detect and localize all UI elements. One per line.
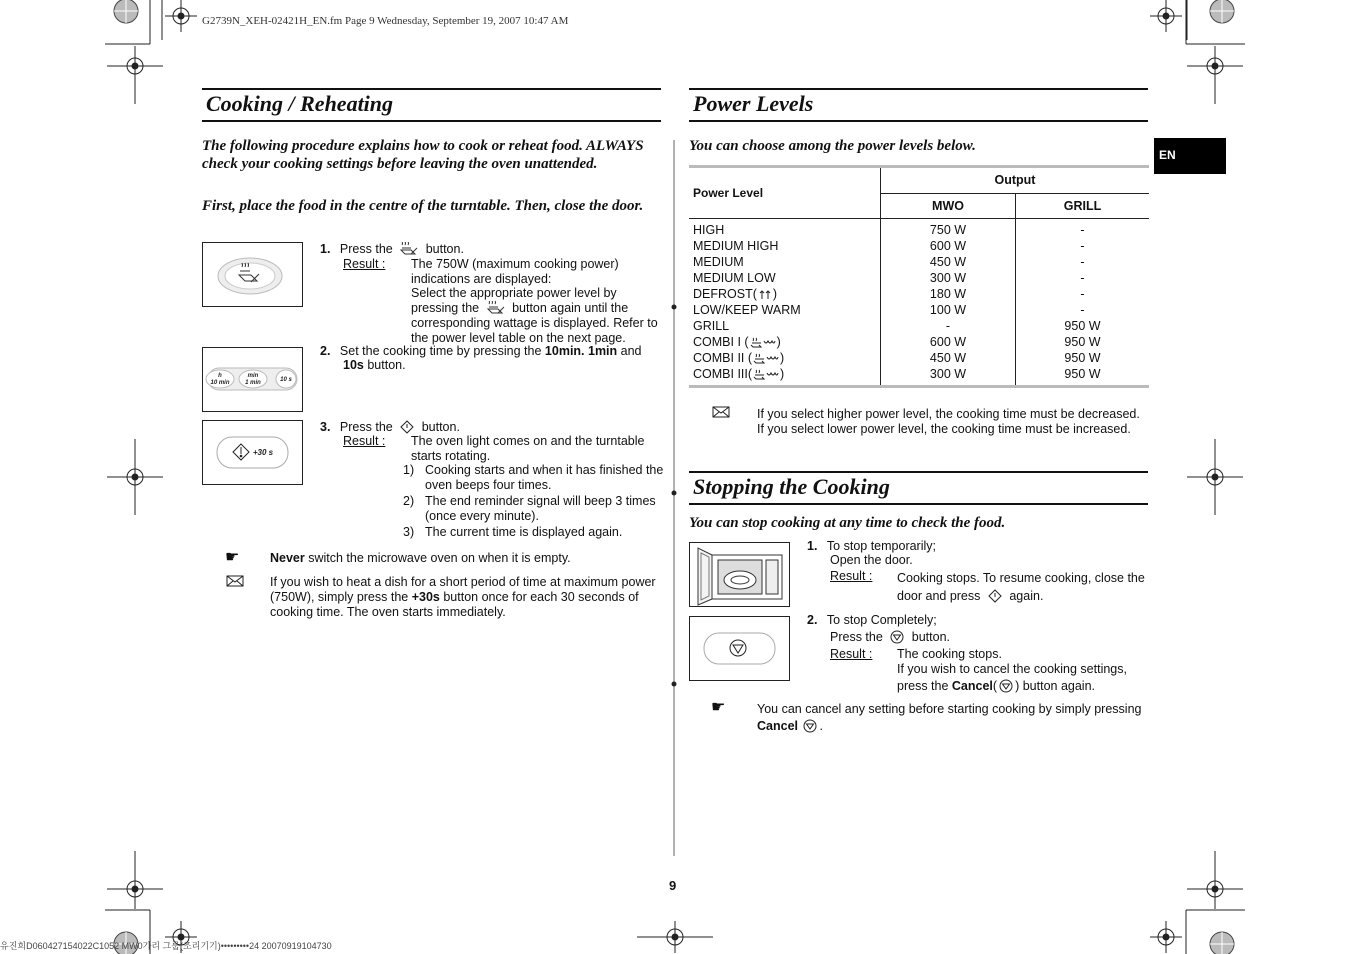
step-1-result-continued: Select the appropriate power level by pressing the button again until the corresponding wattage is displayed. Refer to the power level table on the next page. [411,286,658,345]
table-cell: HIGH [693,222,725,237]
cancel-icon [803,719,817,733]
table-cell: - [1016,270,1150,286]
svg-text:10 min: 10 min [210,380,230,386]
table-cell: 100 W [881,302,1016,318]
table-cell: 950 W [1016,318,1150,334]
svg-text:1 min: 1 min [245,380,261,386]
power-level-icon [400,242,418,256]
defrost-icon [759,290,771,300]
table-cell: 950 W [1016,350,1150,366]
table-cell: 950 W [1016,366,1150,385]
table-cell: - [1016,254,1150,270]
svg-text:+30 s: +30 s [252,448,274,457]
step-3-sublist [403,463,665,540]
list-item: 2) The end reminder signal will beep 3 times (once every minute). [403,494,656,523]
cancel-icon [890,630,904,644]
language-tab: EN [1154,138,1226,174]
column-header: GRILL [1016,193,1150,218]
cooking-intro: The following procedure explains how to cook or reheat food. ALWAYS check your cooking settings before leaving the oven unattended. [202,138,644,172]
combi-icon [753,369,779,380]
list-item: 3) The current time is displayed again. [403,525,623,539]
cooking-step-1: 1. Press the button. [320,242,464,256]
table-cell: DEFROST( ) [693,286,778,301]
envelope-note-icon [226,575,244,587]
note-text: If you wish to heat a dish for a short period of time at maximum power (750W), simply press the +30s button once for each 30 seconds of cooking time. The oven starts immediately. [270,575,656,619]
table-cell: 600 W [881,334,1016,350]
power-level-icon [487,301,505,315]
time-buttons-illustration [202,347,303,412]
stop-step-2-result: If you wish to cancel the cooking settings, press the Cancel( ) button again. [897,662,1127,693]
table-cell: COMBI I ( ) [693,334,781,349]
table-cell: COMBI II ( ) [693,350,785,365]
cancel-tip: You can cancel any setting before starting cooking by simply pressing Cancel . [757,702,1142,733]
file-header: G2739N_XEH-02421H_EN.fm Page 9 Wednesday, September 19, 2007 10:47 AM [202,15,569,27]
table-cell: 180 W [881,286,1016,302]
envelope-note-icon [712,406,730,418]
svg-text:min: min [247,373,259,379]
column-header: MWO [881,193,1016,218]
step-3-result: The oven light comes on and the turntable starts rotating. [411,434,645,463]
power-note: If you select higher power level, the cooking time must be decreased. If you select lower power level, the cooking time must be increased. [757,407,1140,436]
start-icon [400,420,414,434]
table-cell: 750 W [881,218,1016,238]
table-cell: - [1016,302,1150,318]
cancel-icon [999,679,1013,693]
table-cell: 450 W [881,350,1016,366]
page-number: 9 [669,878,677,893]
svg-text:10 s: 10 s [280,377,292,383]
cooking-step-2: 2. Set the cooking time by pressing the 10min. 1min and [320,344,642,358]
combi-icon [750,337,776,348]
stop-step-2: 2. To stop Completely; [807,613,937,627]
table-cell: 300 W [881,270,1016,286]
warning-text: Never switch the microwave oven on when it is empty. [270,551,571,565]
table-cell: 450 W [881,254,1016,270]
start-button-illustration [202,420,303,485]
table-cell: COMBI III( ) [693,366,785,381]
table-cell: MEDIUM LOW [693,270,776,285]
column-header: Power Level [689,168,881,218]
column-header: Output [881,168,1150,193]
result-label: Result : [343,434,386,448]
table-cell: - [1016,238,1150,254]
table-cell: 950 W [1016,334,1150,350]
print-footer-line: 유진희D060427154022C1052 MW0가리 그룹(조리기기)•••••••••24 20070919104730 [0,941,332,951]
cooking-intro-2: First, place the food in the centre of the turntable. Then, close the door. [202,198,644,214]
stop-step-1: 1. To stop temporarily; [807,539,936,553]
power-intro: You can choose among the power levels below. [689,138,976,154]
cooking-step-3: 3. Press the button. [320,420,460,434]
step-1-result: The 750W (maximum cooking power) indications are displayed: [411,257,619,286]
pointing-hand-icon: ☛ [225,549,240,566]
svg-text:h: h [218,373,222,379]
result-label: Result : [830,647,873,661]
power-button-illustration [202,242,303,307]
table-cell: MEDIUM [693,254,744,269]
pointing-hand-icon: ☛ [711,699,726,716]
table-cell: 600 W [881,238,1016,254]
cancel-button-illustration [689,616,790,681]
table-cell: - [1016,286,1150,302]
result-label: Result : [343,257,386,271]
section-title-stopping: Stopping the Cooking [693,474,890,499]
combi-icon [753,353,779,364]
table-cell: - [881,318,1016,334]
section-title-cooking: Cooking / Reheating [206,91,394,116]
result-label: Result : [830,569,873,583]
stop-step-1-result: Cooking stops. To resume cooking, close the door and press again. [897,571,1145,603]
power-level-table [689,165,1149,388]
section-title-power-levels: Power Levels [693,91,814,116]
table-cell: - [1016,218,1150,238]
table-cell: LOW/KEEP WARM [693,302,801,317]
open-oven-illustration [689,542,790,607]
table-cell: GRILL [693,318,730,333]
list-item: 1) Cooking starts and when it has finished the oven beeps four times. [403,463,664,492]
table-cell: 300 W [881,366,1016,385]
stopping-intro: You can stop cooking at any time to check the food. [689,515,1006,531]
start-icon [988,589,1002,603]
table-cell: MEDIUM HIGH [693,238,779,253]
